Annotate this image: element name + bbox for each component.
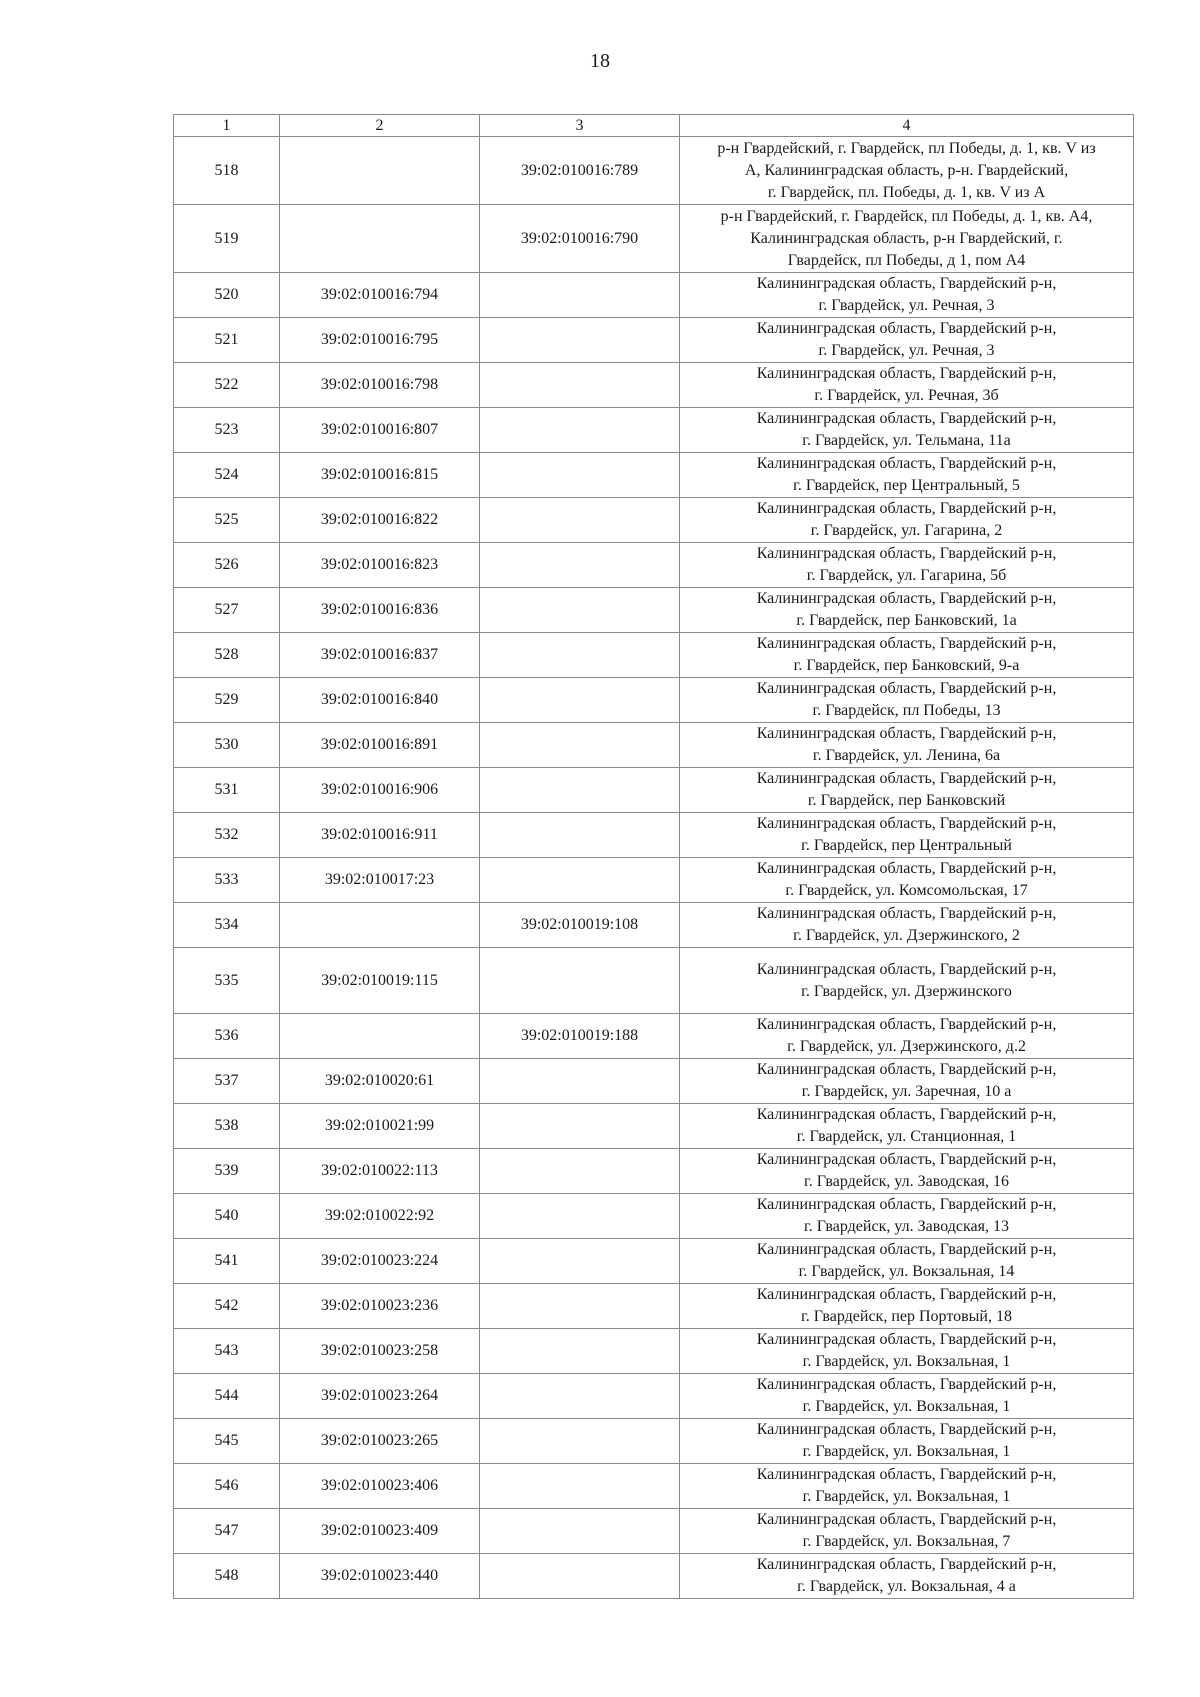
row-number-cell: 522 (174, 363, 280, 408)
address-cell (680, 1329, 1134, 1374)
address-line: г. Гвардейск, пл Победы, 13 (812, 702, 1001, 719)
row-number-cell: 523 (174, 408, 280, 453)
address-cell (680, 498, 1134, 543)
table-row (174, 768, 1134, 813)
cadastral-number-alt-cell (480, 1059, 680, 1104)
table-row (174, 903, 1134, 948)
address-line: Калининградская область, Гвардейский р-н, (756, 770, 1057, 787)
cadastral-number-cell: 39:02:010016:798 (280, 363, 480, 408)
cadastral-number-cell: 39:02:010016:911 (280, 813, 480, 858)
cadastral-number-alt-cell: 39:02:010016:789 (480, 137, 680, 205)
row-number-cell: 524 (174, 453, 280, 498)
cadastral-number-alt-cell (480, 1284, 680, 1329)
cadastral-number-alt-cell (480, 543, 680, 588)
cadastral-number-alt-cell (480, 1509, 680, 1554)
address-line: Калининградская область, Гвардейский р-н, (756, 500, 1057, 517)
address-cell (680, 273, 1134, 318)
cadastral-number-cell: 39:02:010019:115 (280, 948, 480, 1014)
address-line: Калининградская область, Гвардейский р-н, (756, 455, 1057, 472)
cadastral-number-alt-cell (480, 588, 680, 633)
table-row (174, 1104, 1134, 1149)
address-line: г. Гвардейск, ул. Вокзальная, 7 (802, 1533, 1011, 1550)
table-row (174, 363, 1134, 408)
table-row (174, 678, 1134, 723)
column-header-3: 3 (480, 115, 680, 137)
table-row (174, 858, 1134, 903)
page-number: 18 (590, 50, 610, 72)
cadastral-number-alt-cell (480, 1464, 680, 1509)
row-number-cell: 548 (174, 1554, 280, 1599)
address-line: Калининградская область, Гвардейский р-н, (756, 1151, 1057, 1168)
cadastral-number-cell (280, 1014, 480, 1059)
registry-table (173, 114, 1134, 1599)
address-cell (680, 948, 1134, 1014)
table-row (174, 408, 1134, 453)
address-line: Калининградская область, Гвардейский р-н, (756, 1286, 1057, 1303)
address-line: г. Гвардейск, ул. Вокзальная, 1 (802, 1398, 1011, 1415)
column-header-1: 1 (174, 115, 280, 137)
cadastral-number-cell: 39:02:010023:265 (280, 1419, 480, 1464)
cadastral-number-cell: 39:02:010023:409 (280, 1509, 480, 1554)
address-line: А, Калининградская область, р-н. Гвардейский, (744, 161, 1069, 179)
address-cell (680, 205, 1134, 273)
table-row (174, 1149, 1134, 1194)
cadastral-number-cell: 39:02:010021:99 (280, 1104, 480, 1149)
cadastral-number-alt-cell (480, 1554, 680, 1599)
cadastral-number-cell (280, 205, 480, 273)
address-line: г. Гвардейск, пер Центральный (801, 837, 1012, 854)
cadastral-number-alt-cell (480, 1374, 680, 1419)
address-line: Калининградская область, Гвардейский р-н, (756, 275, 1057, 292)
address-line: г. Гвардейск, ул. Станционная, 1 (796, 1128, 1017, 1145)
cadastral-number-cell: 39:02:010023:440 (280, 1554, 480, 1599)
cadastral-number-cell: 39:02:010016:836 (280, 588, 480, 633)
cadastral-number-alt-cell (480, 1149, 680, 1194)
address-line: г. Гвардейск, ул. Вокзальная, 14 (798, 1263, 1015, 1280)
cadastral-number-cell: 39:02:010016:794 (280, 273, 480, 318)
row-number-cell: 544 (174, 1374, 280, 1419)
row-number-cell: 527 (174, 588, 280, 633)
address-cell (680, 543, 1134, 588)
address-cell (680, 1509, 1134, 1554)
address-line: Калининградская область, Гвардейский р-н, (756, 815, 1057, 832)
row-number-cell: 518 (174, 137, 280, 205)
cadastral-number-alt-cell: 39:02:010016:790 (480, 205, 680, 273)
address-line: г. Гвардейск, ул. Вокзальная, 1 (802, 1488, 1011, 1505)
row-number-cell: 542 (174, 1284, 280, 1329)
row-number-cell: 521 (174, 318, 280, 363)
address-cell (680, 363, 1134, 408)
address-line: г. Гвардейск, пер Банковский, 1а (796, 612, 1017, 629)
row-number-cell: 546 (174, 1464, 280, 1509)
address-cell (680, 1284, 1134, 1329)
row-number-cell: 538 (174, 1104, 280, 1149)
address-line: р-н Гвардейский, г. Гвардейск, пл Победы, д. 1, кв. V из (717, 139, 1096, 157)
address-line: Калининградская область, Гвардейский р-н, (756, 1421, 1057, 1438)
cadastral-number-alt-cell (480, 858, 680, 903)
row-number-cell: 543 (174, 1329, 280, 1374)
address-cell (680, 1149, 1134, 1194)
table-row (174, 1509, 1134, 1554)
cadastral-number-cell: 39:02:010016:795 (280, 318, 480, 363)
cadastral-number-cell: 39:02:010017:23 (280, 858, 480, 903)
cadastral-number-alt-cell (480, 363, 680, 408)
address-cell (680, 1239, 1134, 1284)
address-cell (680, 768, 1134, 813)
table-row (174, 1374, 1134, 1419)
cadastral-number-cell: 39:02:010016:822 (280, 498, 480, 543)
address-line: Калининградская область, Гвардейский р-н, (756, 590, 1057, 607)
address-line: г. Гвардейск, ул. Заводская, 13 (804, 1218, 1009, 1235)
cadastral-number-alt-cell (480, 723, 680, 768)
table-header-row (174, 115, 1134, 137)
cadastral-number-cell (280, 903, 480, 948)
address-line: Калининградская область, Гвардейский р-н, (756, 1376, 1057, 1393)
table-row (174, 453, 1134, 498)
cadastral-number-cell: 39:02:010016:891 (280, 723, 480, 768)
cadastral-number-alt-cell (480, 678, 680, 723)
row-number-cell: 519 (174, 205, 280, 273)
cadastral-number-cell: 39:02:010016:840 (280, 678, 480, 723)
cadastral-number-cell: 39:02:010023:264 (280, 1374, 480, 1419)
row-number-cell: 539 (174, 1149, 280, 1194)
address-cell (680, 723, 1134, 768)
address-line: Калининградская область, Гвардейский р-н, (756, 320, 1057, 337)
address-line: г. Гвардейск, ул. Вокзальная, 1 (802, 1353, 1011, 1370)
table-row (174, 588, 1134, 633)
row-number-cell: 533 (174, 858, 280, 903)
address-line: г. Гвардейск, пер Центральный, 5 (793, 477, 1020, 494)
table-row (174, 1059, 1134, 1104)
address-line: г. Гвардейск, ул. Речная, 3 (818, 342, 995, 359)
address-line: р-н Гвардейский, г. Гвардейск, пл Победы, д. 1, кв. А4, (720, 207, 1093, 225)
address-line: г. Гвардейск, ул. Тельмана, 11а (802, 432, 1011, 449)
address-line: г. Гвардейск, ул. Заводская, 16 (804, 1173, 1009, 1190)
table-row (174, 273, 1134, 318)
address-line: Калининградская область, Гвардейский р-н, (756, 365, 1057, 382)
address-cell (680, 1554, 1134, 1599)
cadastral-number-alt-cell: 39:02:010019:108 (480, 903, 680, 948)
address-cell (680, 1419, 1134, 1464)
address-line: г. Гвардейск, ул. Комсомольская, 17 (785, 882, 1028, 899)
address-line: г. Гвардейск, ул. Заречная, 10 а (801, 1083, 1012, 1100)
address-line: Калининградская область, Гвардейский р-н, (756, 410, 1057, 427)
table-row (174, 137, 1134, 205)
address-cell (680, 137, 1134, 205)
cadastral-number-alt-cell (480, 768, 680, 813)
address-line: Калининградская область, Гвардейский р-н, (756, 545, 1057, 562)
address-line: г. Гвардейск, ул. Речная, 3 (818, 297, 995, 314)
address-line: г. Гвардейск, пер Банковский (807, 792, 1006, 809)
address-cell (680, 1014, 1134, 1059)
cadastral-number-alt-cell (480, 498, 680, 543)
address-cell (680, 1059, 1134, 1104)
address-cell (680, 633, 1134, 678)
row-number-cell: 528 (174, 633, 280, 678)
cadastral-number-alt-cell (480, 813, 680, 858)
cadastral-number-cell: 39:02:010016:815 (280, 453, 480, 498)
address-line: Калининградская область, Гвардейский р-н, (756, 1511, 1057, 1528)
address-cell (680, 1104, 1134, 1149)
cadastral-number-cell: 39:02:010016:823 (280, 543, 480, 588)
row-number-cell: 541 (174, 1239, 280, 1284)
table-row (174, 1329, 1134, 1374)
address-cell (680, 813, 1134, 858)
address-cell (680, 453, 1134, 498)
row-number-cell: 535 (174, 948, 280, 1014)
table-row (174, 723, 1134, 768)
cadastral-number-cell: 39:02:010023:258 (280, 1329, 480, 1374)
cadastral-number-alt-cell (480, 1104, 680, 1149)
cadastral-number-cell: 39:02:010016:906 (280, 768, 480, 813)
address-line: Калининградская область, Гвардейский р-н, (756, 1466, 1057, 1483)
cadastral-number-cell: 39:02:010020:61 (280, 1059, 480, 1104)
address-line: Калининградская область, Гвардейский р-н, (756, 1016, 1057, 1033)
address-line: г. Гвардейск, ул. Дзержинского (801, 982, 1012, 1000)
address-line: Калининградская область, Гвардейский р-н, (756, 1061, 1057, 1078)
address-line: Калининградская область, Гвардейский р-н, (756, 905, 1057, 922)
table-row (174, 1554, 1134, 1599)
address-line: Калининградская область, Гвардейский р-н, (756, 635, 1057, 652)
row-number-cell: 532 (174, 813, 280, 858)
row-number-cell: 537 (174, 1059, 280, 1104)
table-row (174, 633, 1134, 678)
table-row (174, 948, 1134, 1014)
address-line: г. Гвардейск, ул. Вокзальная, 4 а (797, 1578, 1016, 1595)
address-line: Калининградская область, Гвардейский р-н, (756, 860, 1057, 877)
row-number-cell: 540 (174, 1194, 280, 1239)
cadastral-number-cell: 39:02:010022:92 (280, 1194, 480, 1239)
address-line: Калининградская область, Гвардейский р-н, (756, 1106, 1057, 1123)
row-number-cell: 526 (174, 543, 280, 588)
address-line: Калининградская область, Гвардейский р-н, (756, 1241, 1057, 1258)
address-line: г. Гвардейск, ул. Гагарина, 5б (806, 567, 1007, 584)
row-number-cell: 545 (174, 1419, 280, 1464)
address-line: г. Гвардейск, пер Банковский, 9-а (793, 657, 1020, 674)
table-row (174, 1194, 1134, 1239)
row-number-cell: 547 (174, 1509, 280, 1554)
address-line: г. Гвардейск, пл. Победы, д. 1, кв. V из А (767, 183, 1046, 201)
address-line: Калининградская область, р-н Гвардейский, г. (750, 229, 1063, 247)
address-line: г. Гвардейск, ул. Гагарина, 2 (810, 522, 1003, 539)
cadastral-number-alt-cell (480, 1329, 680, 1374)
cadastral-number-alt-cell (480, 633, 680, 678)
row-number-cell: 534 (174, 903, 280, 948)
address-line: Калининградская область, Гвардейский р-н, (756, 725, 1057, 742)
address-cell (680, 1464, 1134, 1509)
address-line: Калининградская область, Гвардейский р-н, (756, 960, 1057, 978)
row-number-cell: 529 (174, 678, 280, 723)
address-cell (680, 588, 1134, 633)
cadastral-number-alt-cell (480, 453, 680, 498)
table-row (174, 813, 1134, 858)
address-cell (680, 408, 1134, 453)
row-number-cell: 530 (174, 723, 280, 768)
table-row (174, 498, 1134, 543)
address-line: г. Гвардейск, ул. Дзержинского, 2 (793, 927, 1020, 944)
cadastral-number-alt-cell: 39:02:010019:188 (480, 1014, 680, 1059)
address-line: г. Гвардейск, ул. Ленина, 6а (812, 747, 1001, 764)
table-row (174, 1464, 1134, 1509)
table-row (174, 543, 1134, 588)
address-line: Калининградская область, Гвардейский р-н, (756, 1196, 1057, 1213)
address-line: Калининградская область, Гвардейский р-н, (756, 680, 1057, 697)
address-line: г. Гвардейск, пер Портовый, 18 (801, 1308, 1012, 1325)
cadastral-number-alt-cell (480, 1239, 680, 1284)
cadastral-number-cell: 39:02:010023:236 (280, 1284, 480, 1329)
address-cell (680, 858, 1134, 903)
address-line: г. Гвардейск, ул. Речная, 3б (814, 387, 999, 404)
table-row (174, 1239, 1134, 1284)
row-number-cell: 520 (174, 273, 280, 318)
address-cell (680, 1374, 1134, 1419)
address-cell (680, 318, 1134, 363)
registry-table-body (174, 115, 1134, 1599)
cadastral-number-cell: 39:02:010023:406 (280, 1464, 480, 1509)
address-cell (680, 903, 1134, 948)
cadastral-number-cell: 39:02:010023:224 (280, 1239, 480, 1284)
cadastral-number-alt-cell (480, 318, 680, 363)
row-number-cell: 531 (174, 768, 280, 813)
address-cell (680, 678, 1134, 723)
address-line: г. Гвардейск, ул. Дзержинского, д.2 (787, 1038, 1026, 1055)
column-header-2: 2 (280, 115, 480, 137)
table-row (174, 1419, 1134, 1464)
address-cell (680, 1194, 1134, 1239)
address-line: Калининградская область, Гвардейский р-н, (756, 1331, 1057, 1348)
cadastral-number-alt-cell (480, 948, 680, 1014)
cadastral-number-cell: 39:02:010022:113 (280, 1149, 480, 1194)
address-line: г. Гвардейск, ул. Вокзальная, 1 (802, 1443, 1011, 1460)
cadastral-number-alt-cell (480, 273, 680, 318)
table-row (174, 205, 1134, 273)
column-header-4: 4 (680, 115, 1134, 137)
address-line: Калининградская область, Гвардейский р-н, (756, 1556, 1057, 1573)
table-row (174, 1284, 1134, 1329)
table-row (174, 1014, 1134, 1059)
cadastral-number-alt-cell (480, 408, 680, 453)
cadastral-number-alt-cell (480, 1419, 680, 1464)
cadastral-number-cell: 39:02:010016:807 (280, 408, 480, 453)
row-number-cell: 536 (174, 1014, 280, 1059)
cadastral-number-alt-cell (480, 1194, 680, 1239)
table-row (174, 318, 1134, 363)
address-line: Гвардейск, пл Победы, д 1, пом А4 (787, 251, 1026, 269)
row-number-cell: 525 (174, 498, 280, 543)
cadastral-number-cell: 39:02:010016:837 (280, 633, 480, 678)
cadastral-number-cell (280, 137, 480, 205)
